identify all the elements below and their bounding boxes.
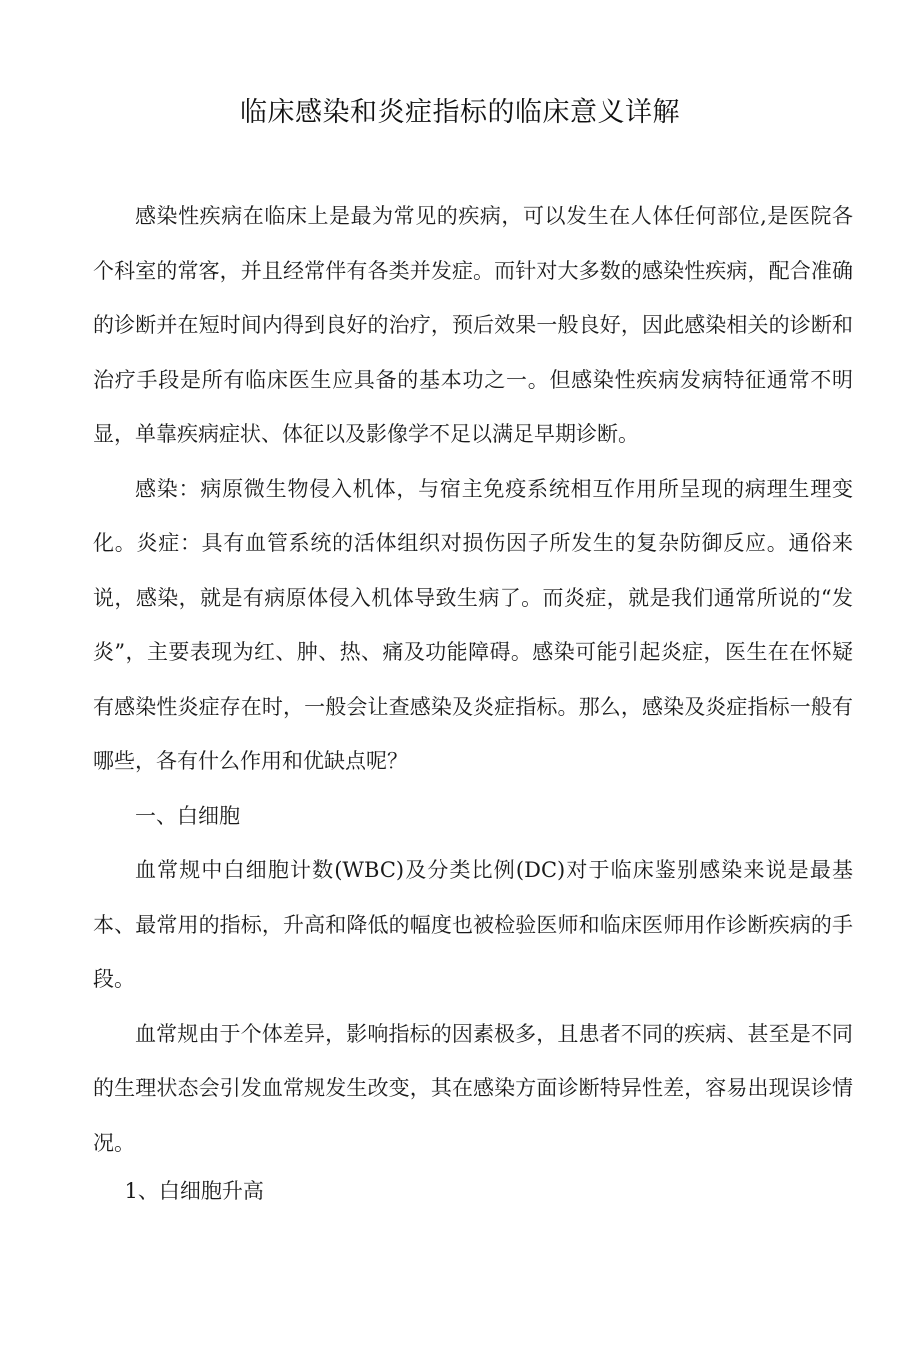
document-title: 临床感染和炎症指标的临床意义详解 bbox=[240, 97, 680, 128]
paragraph-definitions: 感染：病原微生物侵入机体，与宿主免疫系统相互作用所呈现的病理生理变化。炎症：具有血管系统的活体组织对损伤因子所发生的复杂防御反应。通俗来说，感染，就是有病原体侵入机体导致生病了。而炎症，就是我们通常所说的“发炎”，主要表现为红、肿、热、痛及功能障碍。感染可能引起炎症，医生在在怀疑有感染性炎症存在时，一般会让查感染及炎症指标。那么，感染及炎症指标一般有哪些，各有什么作用和优缺点呢？ bbox=[93, 476, 853, 773]
paragraph-wbc-limitations: 血常规由于个体差异，影响指标的因素极多，且患者不同的疾病、甚至是不同的生理状态会引发血常规发生改变，其在感染方面诊断特异性差，容易出现误诊情况。 bbox=[93, 1021, 853, 1155]
document-body bbox=[93, 189, 853, 1212]
paragraph-intro: 感染性疾病在临床上是最为常见的疾病，可以发生在人体任何部位,是医院各个科室的常客，并且经常伴有各类并发症。而针对大多数的感染性疾病，配合准确的诊断并在短时间内得到良好的治疗，预后效果一般良好，因此感染相关的诊断和治疗手段是所有临床医生应具备的基本功之一。但感染性疾病发病特征通常不明显，单靠疾病症状、体征以及影像学不足以满足早期诊断。 bbox=[93, 204, 853, 446]
section-heading-wbc: 一、白细胞 bbox=[135, 803, 240, 828]
subsection-heading-wbc-elevated: 1、白细胞升高 bbox=[124, 1179, 264, 1203]
paragraph-wbc-usage: 血常规中白细胞计数(WBC)及分类比例(DC)对于临床鉴别感染来说是最基本、最常用的指标，升高和降低的幅度也被检验医师和临床医师用作诊断疾病的手段。 bbox=[93, 858, 853, 991]
